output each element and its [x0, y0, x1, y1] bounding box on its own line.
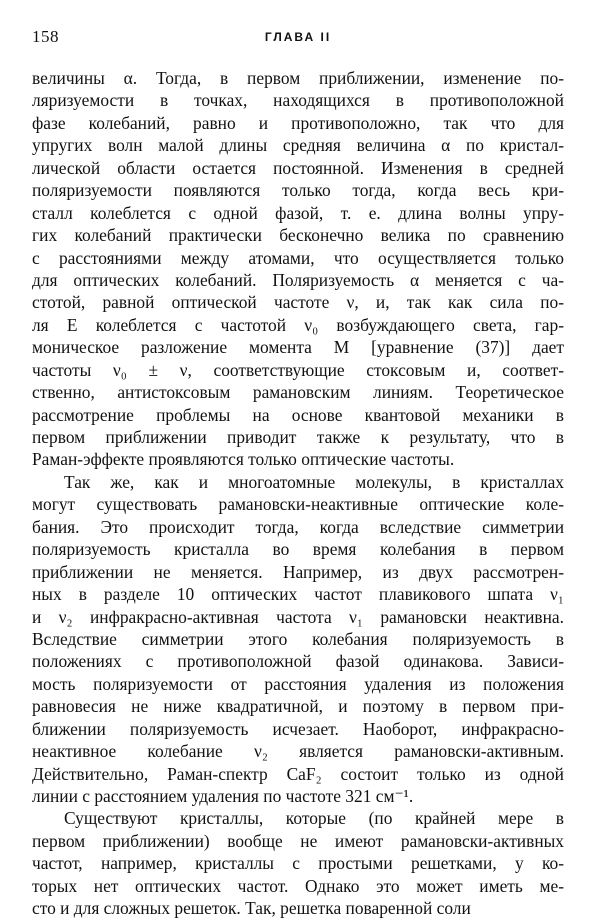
- text-line: частот, например, кристаллы с простыми решетками, у ко-: [32, 853, 564, 874]
- text-line: ля E колеблется с частотой ν₀ возбуждающего света, гар-: [32, 314, 564, 335]
- text-line: ближении поляризуемость исчезает. Наоборот, инфракрасно-: [32, 718, 564, 739]
- body-text: [32, 67, 564, 920]
- text-line: бания. Это происходит тогда, когда вследствие симметрии: [32, 516, 564, 537]
- text-line: Так же, как и многоатомные молекулы, в кристаллах: [64, 471, 564, 492]
- text-line: приближении не меняется. Например, из двух рассмотрен-: [32, 561, 564, 582]
- text-line: Вследствие симметрии этого колебания поляризуемость в: [32, 628, 564, 649]
- text-line: сто и для сложных решеток. Так, решетка поваренной соли: [32, 898, 471, 919]
- text-line: положениях с противоположной фазой одинакова. Зависи-: [32, 651, 564, 672]
- text-line: Раман-эффекте проявляются только оптические частоты.: [32, 449, 455, 470]
- text-line: ственно, антистоксовым рамановским линиям. Теоретическое: [32, 382, 564, 403]
- text-line: фазе колебаний, равно и противоположно, так что для: [32, 112, 564, 133]
- text-line: торых нет оптических частот. Однако это может иметь ме-: [32, 875, 564, 896]
- text-line: гих колебаний практически бесконечно велика по сравнению: [32, 225, 564, 246]
- text-line: могут существовать рамановски-неактивные оптические коле-: [32, 494, 564, 515]
- paragraph: [32, 67, 564, 471]
- text-line: для оптических колебаний. Поляризуемость α меняется с ча-: [32, 269, 564, 290]
- text-line: стотой, равной оптической частоте ν, и, так как сила по-: [32, 292, 564, 313]
- text-line: сталл колеблется с одной фазой, т. е. длина волны упру-: [32, 202, 564, 223]
- text-line: мость поляризуемости от расстояния удаления из положения: [32, 673, 564, 694]
- paragraph: [32, 471, 564, 808]
- text-line: лической области остается постоянной. Изменения в средней: [32, 157, 564, 178]
- paragraph: [32, 807, 564, 919]
- text-line: с расстояниями между атомами, что осуществляется только: [32, 247, 564, 268]
- text-line: линии с расстоянием удаления по частоте 321 см⁻¹.: [32, 786, 414, 806]
- text-line: первом приближении приводит также к результату, что в: [32, 427, 564, 447]
- text-line: поляризуемость кристалла во время колебания в первом: [32, 539, 564, 560]
- text-line: поляризуемости появляются только тогда, когда весь кри-: [32, 180, 564, 201]
- text-line: рассмотрение проблемы на основе квантовой механики в: [32, 404, 564, 425]
- text-line: упругих волн малой длины средняя величина α по кристал-: [32, 135, 564, 156]
- text-line: равновесия не ниже квадратичной, и поэтому в первом при-: [32, 696, 564, 717]
- text-line: частоты ν₀ ± ν, соответствующие стоксовым и, соответ-: [32, 359, 564, 380]
- page-header: [32, 24, 564, 50]
- page-number: 158: [32, 27, 59, 46]
- text-line: величины α. Тогда, в первом приближении, изменение по-: [32, 68, 564, 88]
- text-line: ных в разделе 10 оптических частот плавикового шпата ν₁: [32, 584, 564, 605]
- text-line: Существуют кристаллы, которые (по крайней мере в: [64, 808, 564, 829]
- text-line: моническое разложение момента M [уравнение (37)] дает: [32, 337, 564, 358]
- chapter-title: ГЛАВА II: [264, 30, 332, 44]
- text-line: ляризуемости в точках, находящихся в противоположной: [32, 90, 564, 111]
- text-line: первом приближении) вообще не имеют рамановски-активных: [32, 830, 564, 851]
- text-line: неактивное колебание ν₂ является рамановски-активным.: [32, 741, 564, 762]
- text-line: Действительно, Раман-спектр CaF₂ состоит только из одной: [32, 763, 564, 784]
- text-line: и ν₂ инфракрасно-активная частота ν₁ рамановски неактивна.: [32, 606, 564, 627]
